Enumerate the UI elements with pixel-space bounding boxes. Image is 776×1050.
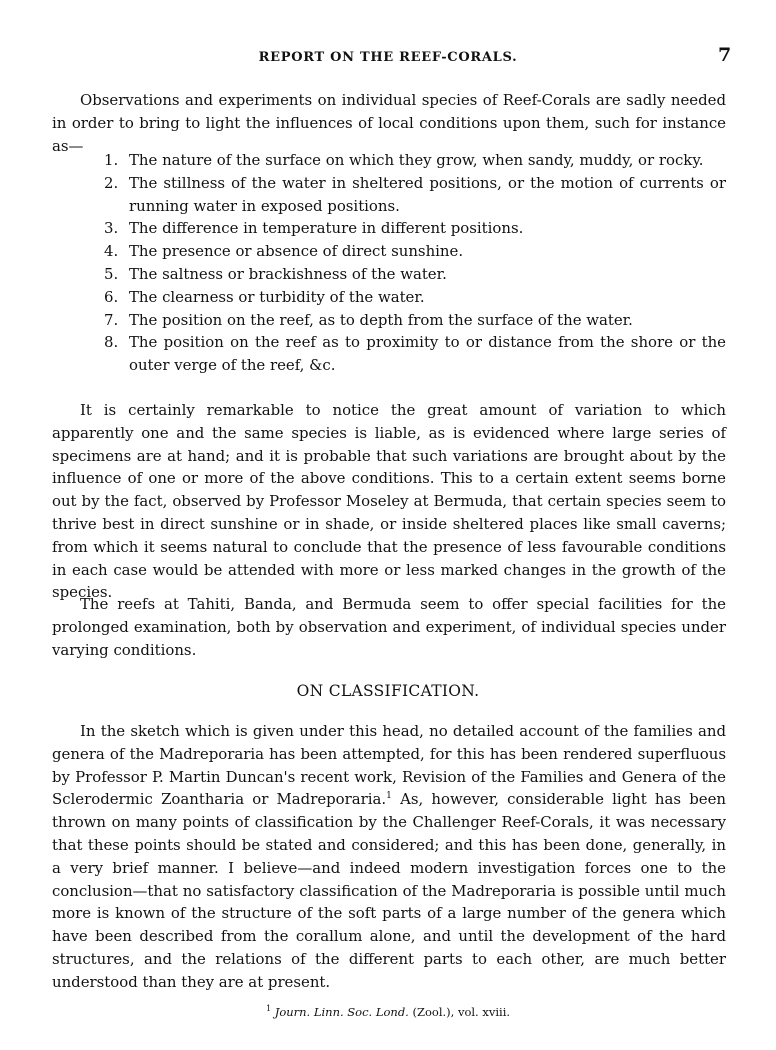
list-item-number: 2. [104,173,119,192]
list-item [104,286,726,309]
list-item-text: The saltness or brackishness of the water. [129,264,447,283]
list-item-number: 4. [104,242,119,261]
list-item [104,263,726,286]
list-item-text: The difference in temperature in different positions. [129,219,524,238]
footnote-marker: 1 [265,1004,272,1013]
classification-text-start: In the sketch which is given under this head, no detailed account of the families and genera of the Madreporaria has been attempted, for this has been rendered superfluous by Professor P. Martin Duncan's recent work, Revision of the Families and Genera of the Sclerodermic Zoantharia or Madreporaria. [52,722,726,809]
list-item-text: The nature of the surface on which they grow, when sandy, muddy, or rocky. [129,151,704,169]
list-item-number: 1. [104,151,119,169]
footnote-journal: Journ. Linn. Soc. Lond. [274,1004,409,1019]
classification-text-end: As, however, considerable light has been thrown on many points of classification by the Challenger Reef-Corals, it was necessary that these points should be stated and considered; and this has been done, generally, in a very brief manner. I believe—and indeed modern investigation forces one to the conclusion—that no satisfactory classification of the Madreporaria is possible until much more is known of the structure of the soft parts of a large number of the genera which have been described from the corallum alone, and until the development of the hard structures, and the relations of the different parts to each other, are much better understood than they are at present. [52,790,726,991]
list-item-number: 3. [104,219,119,238]
reefs-paragraph [52,593,726,661]
list-item-number: 8. [104,333,119,352]
running-title: REPORT ON THE REEF-CORALS. [258,50,518,65]
list-item [104,240,726,263]
list-item [104,217,726,240]
variation-paragraph [52,399,726,604]
list-item-number: 6. [104,287,119,306]
classification-text [52,720,726,994]
footnote-reference: 1 [386,791,392,802]
list-item-text: The presence or absence of direct sunshine. [129,242,464,261]
variation-text: It is certainly remarkable to notice the great amount of variation to which apparently one and the same species is liable, as is evidenced where large series of specimens are at hand; and it is probable that such variations are brought about by the influence of one or more of the above conditions. This to a certain extent seems borne out by the fact, observed by Professor Moseley at Bermuda, that certain species seem to thrive best in direct sunshine or in shade, or inside sheltered places like small caverns; from which it seems natural to conclude that the presence of less favourable conditions in each case would be attended with more or less marked changes in the growth of the species. [52,401,726,602]
footnote-rest: (Zool.), vol. xviii. [408,1004,511,1019]
list-item-text: The position on the reef as to proximity to or distance from the shore or the outer verge of the reef, &c. [129,333,726,375]
list-item [104,149,726,172]
list-item-number: 5. [104,264,119,283]
intro-text: Observations and experiments on individual species of Reef-Corals are sadly needed in order to bring to light the influences of local conditions upon them, such for instance as— [52,91,726,155]
list-item [104,172,726,218]
reefs-text: The reefs at Tahiti, Banda, and Bermuda seem to offer special facilities for the prolonged examination, both by observation and experiment, of individual species under varying conditions. [52,595,726,659]
list-item-text: The position on the reef, as to depth from the surface of the water. [129,310,633,329]
page-number: 7 [718,44,732,66]
intro-paragraph [52,89,726,157]
footnote [0,1004,776,1019]
list-item-text: The clearness or turbidity of the water. [129,287,425,306]
conditions-list [104,149,726,377]
list-item [104,331,726,377]
list-item-number: 7. [104,310,119,329]
classification-paragraph [52,720,726,994]
section-heading: ON CLASSIFICATION. [296,682,480,700]
list-item-text: The stillness of the water in sheltered positions, or the motion of currents or running water in exposed positions. [129,173,726,215]
list-item [104,309,726,332]
